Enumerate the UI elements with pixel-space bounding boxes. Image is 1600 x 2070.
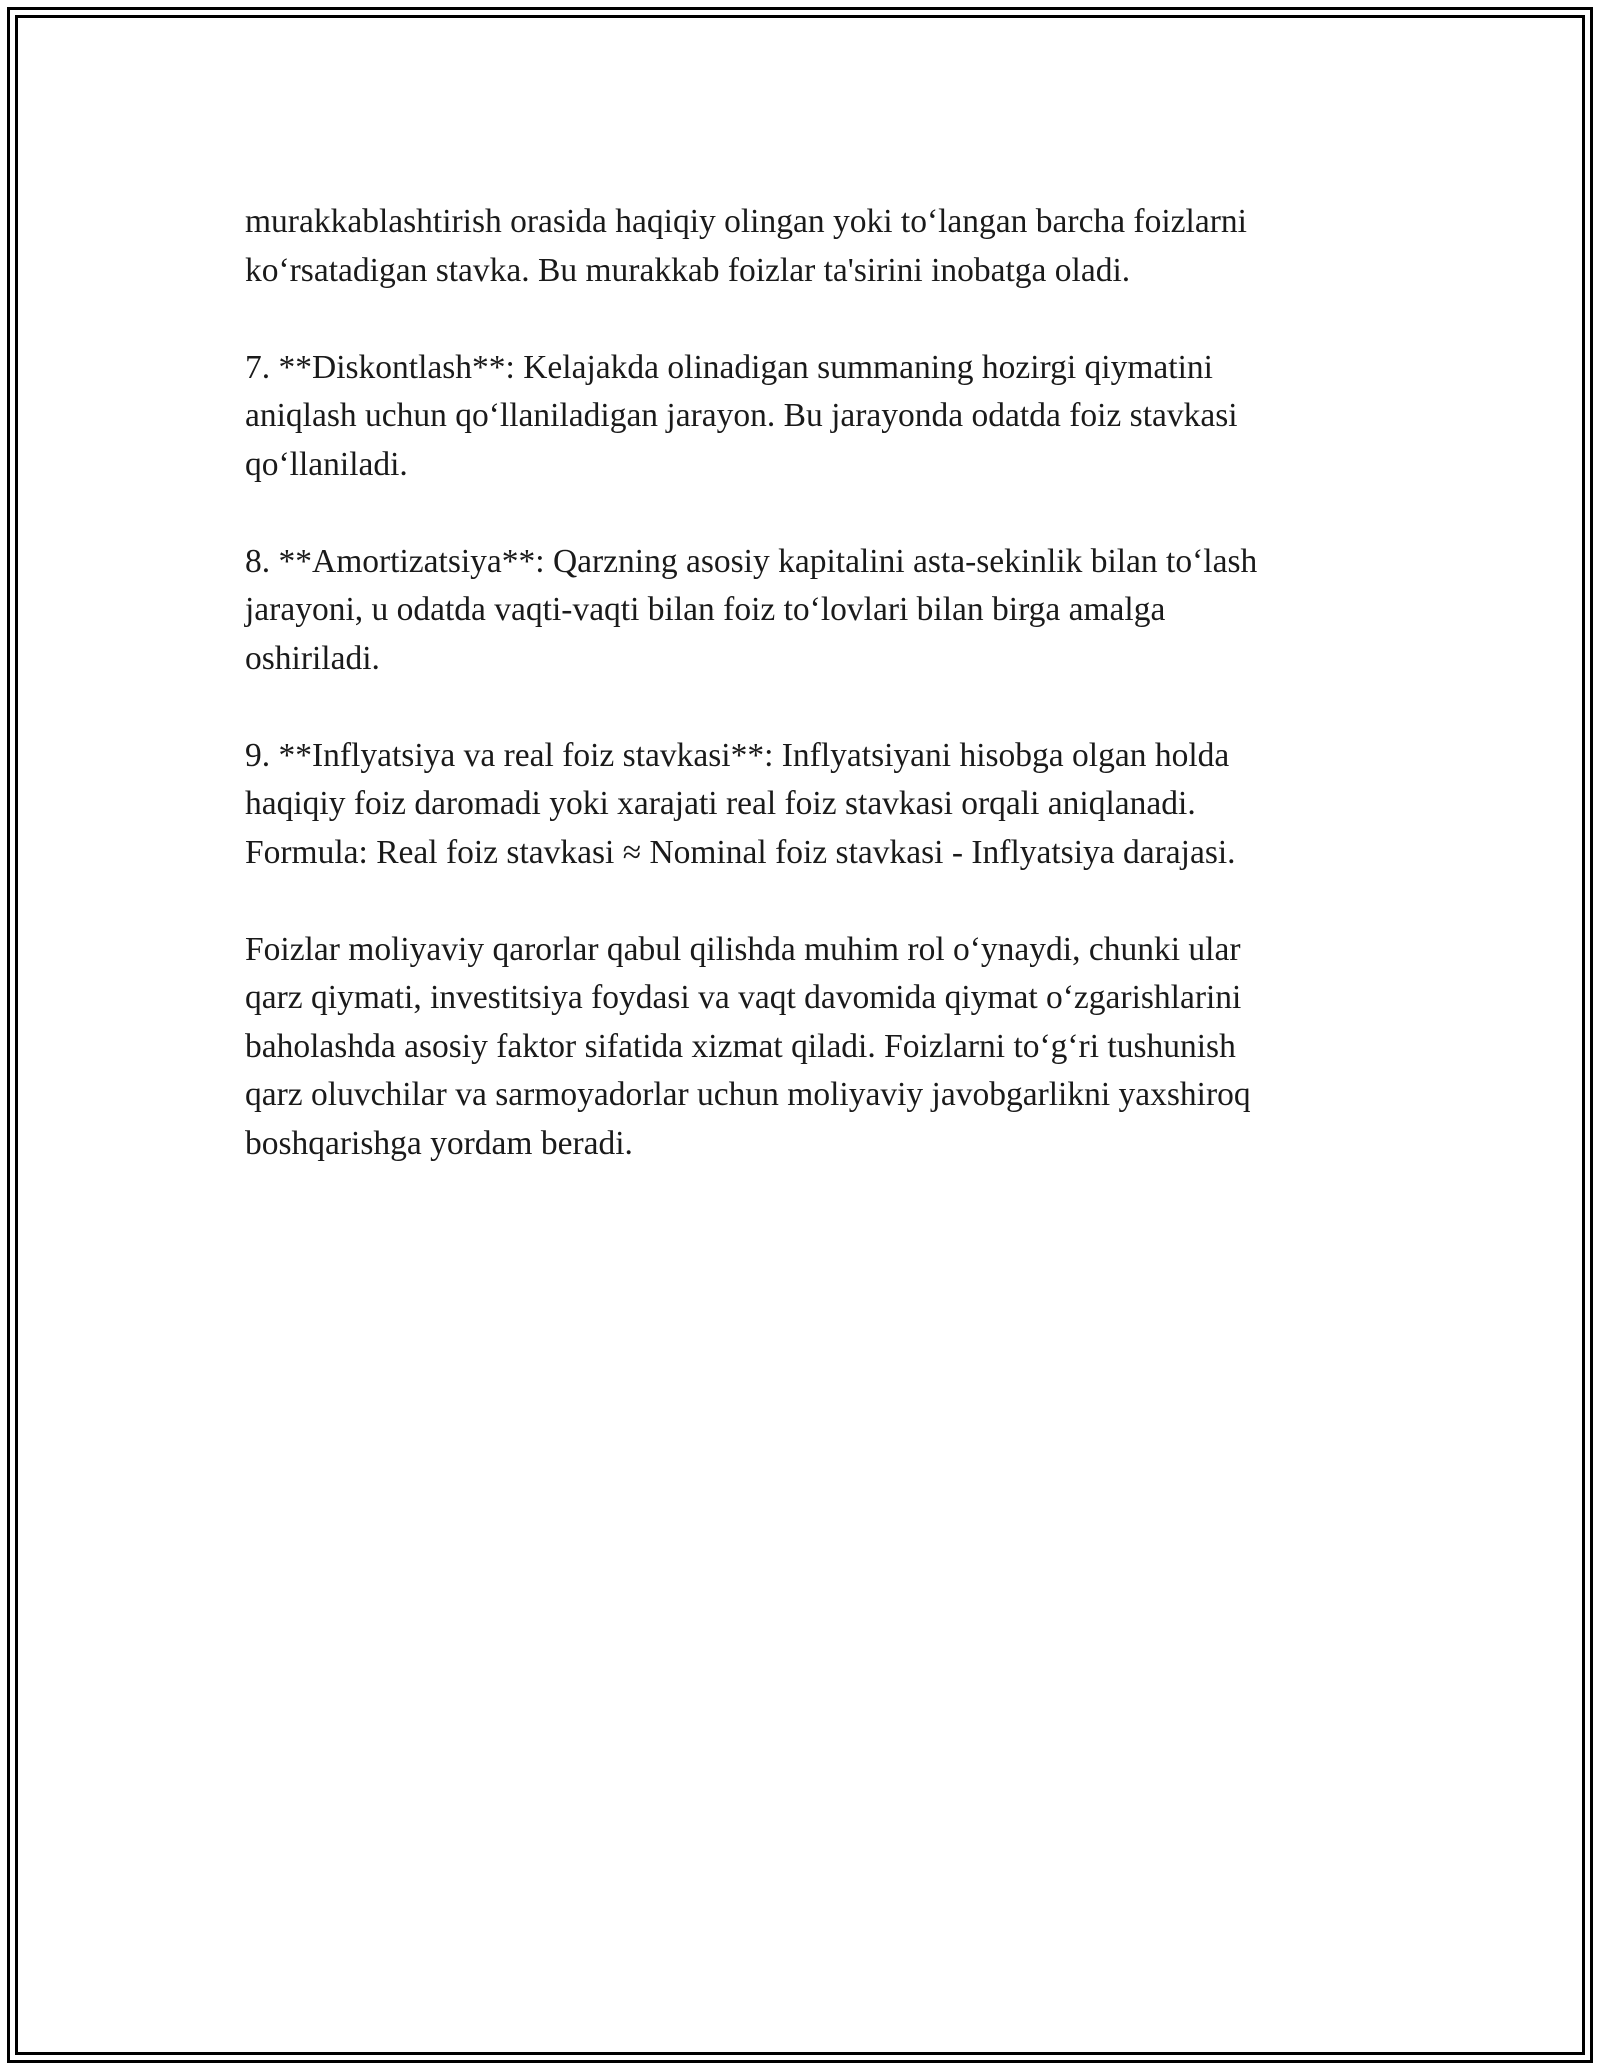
paragraph-conclusion bbox=[245, 926, 1375, 1169]
text-line: 9. **Inflyatsiya va real foiz stavkasi**: Inflyatsiyani hisobga olgan holda bbox=[245, 736, 1230, 774]
text-line: qo‘llaniladi. bbox=[245, 445, 408, 483]
text-line: aniqlash uchun qo‘llaniladigan jarayon. Bu jarayonda odatda foiz stavkasi bbox=[245, 397, 1238, 434]
text-line: boshqarishga yordam beradi. bbox=[245, 1124, 633, 1162]
text-line: Formula: Real foiz stavkasi ≈ Nominal foiz stavkasi - Inflyatsiya darajasi. bbox=[245, 833, 1236, 871]
text-line: qarz qiymati, investitsiya foydasi va vaqt davomida qiymat o‘zgarishlarini bbox=[245, 979, 1242, 1016]
text-line: Foizlar moliyaviy qarorlar qabul qilishda muhim rol o‘ynaydi, chunki ular bbox=[245, 930, 1241, 968]
text-line: 7. **Diskontlash**: Kelajakda olinadigan summaning hozirgi qiymatini bbox=[245, 348, 1213, 386]
paragraph-amortization bbox=[245, 538, 1375, 684]
document-body bbox=[245, 198, 1375, 1217]
text-line: baholashda asosiy faktor sifatida xizmat qiladi. Foizlarni to‘g‘ri tushunish bbox=[245, 1027, 1236, 1065]
text-line: jarayoni, u odatda vaqti-vaqti bilan foiz to‘lovlari bilan birga amalga bbox=[245, 591, 1166, 628]
text-line: ko‘rsatadigan stavka. Bu murakkab foizlar ta'sirini inobatga oladi. bbox=[245, 251, 1131, 289]
paragraph-discounting bbox=[245, 344, 1375, 490]
text-line: qarz oluvchilar va sarmoyadorlar uchun moliyaviy javobgarlikni yaxshiroq bbox=[245, 1076, 1251, 1113]
paragraph-inflation-real-rate bbox=[245, 732, 1375, 878]
document-page bbox=[7, 7, 1593, 2063]
text-line: haqiqiy foiz daromadi yoki xarajati real foiz stavkasi orqali aniqlanadi. bbox=[245, 785, 1196, 822]
paragraph-effective-rate-continued bbox=[245, 198, 1375, 295]
text-line: oshiriladi. bbox=[245, 639, 380, 677]
text-line: murakkablashtirish orasida haqiqiy olingan yoki to‘langan barcha foizlarni bbox=[245, 203, 1247, 240]
text-line: 8. **Amortizatsiya**: Qarzning asosiy kapitalini asta-sekinlik bilan to‘lash bbox=[245, 542, 1258, 580]
